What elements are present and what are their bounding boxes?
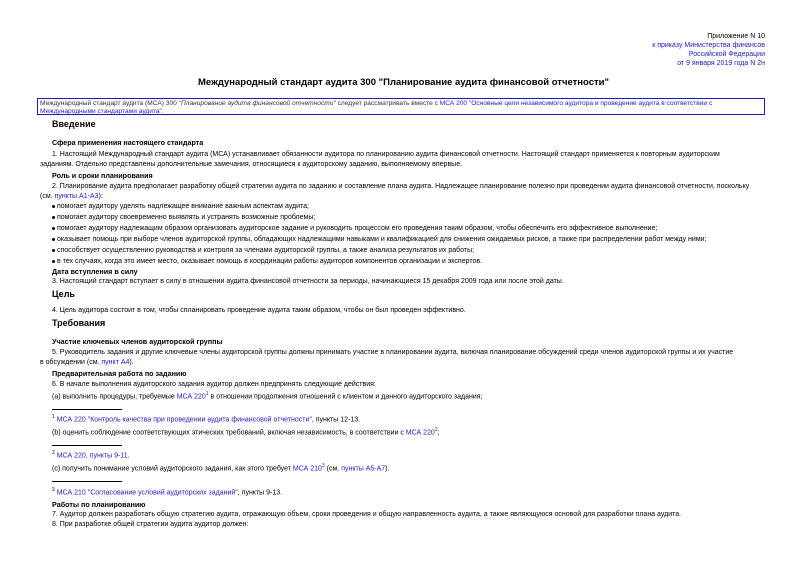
paragraph-2-line-1: 2. Планирование аудита предполагает разработку общей стратегии аудита по заданию и составление плана аудита. Надлежащее планирование полезно при проведении аудита финансовой отчетности, поскольку: [52, 183, 750, 190]
footnote-1: $^1$ МСА 220 "Контроль качества при проведении аудита финансовой отчетности", пункты 12-13.: [52, 414, 361, 424]
paragraph-6: 6. В начале выполнения аудиторского задания аудитор должен предпринять следующие действия:: [52, 381, 376, 388]
isa-220-link-2[interactable]: МСА 220: [405, 429, 435, 437]
note-text: Международный стандарт аудита (МСА) 300: [40, 100, 179, 107]
annex-line-1: Приложение N 10: [707, 33, 765, 40]
points-a5-a7-link[interactable]: пункты А5-А7: [341, 465, 386, 473]
paragraph-3: 3. Настоящий стандарт вступает в силу в отношении аудита финансовой отчетности за периоды, начинающиеся 15 декабря 2009 года или после этой даты.: [52, 278, 564, 285]
role-heading: Роль и сроки планирования: [52, 171, 153, 180]
paragraph-1-line-2: заданиям. Отдельно представлены дополнительные замечания, относящиеся к аудиторскому заданию, выполняемому впервые.: [40, 161, 463, 168]
annex-line-3[interactable]: Российской Федерации: [688, 51, 765, 58]
requirements-heading: Требования: [52, 318, 106, 328]
footnote-divider: [52, 445, 122, 446]
bullet-item: оказывает помощь при выборе членов аудиторской группы, обладающих надлежащими навыками и квалификацией для снижения ожидаемых рисков, а также при распределении работ между ними;: [52, 235, 707, 244]
planning-heading: Работы по планированию: [52, 500, 146, 509]
bullet-item: помогает аудитору надлежащим образом организовать аудиторское задание и руководить процессом его проведения таким образом, чтобы обеспечить его эффективное выполнение;: [52, 224, 657, 233]
footnote-divider: [52, 409, 122, 410]
footnote-3-ref[interactable]: 3: [321, 463, 325, 469]
note-end: .: [161, 107, 164, 115]
paragraph-2-line-2: (см. пункты А1-А3):: [40, 193, 103, 200]
intro-heading: Введение: [52, 119, 96, 129]
paragraph-4: 4. Цель аудитора состоит в том, чтобы спланировать проведение аудита таким образом, чтобы он был проведен эффективно.: [52, 307, 466, 314]
points-a1-a3-link[interactable]: пункты А1-А3: [54, 193, 99, 200]
note-box: [37, 98, 765, 115]
paragraph-1-line-1: 1. Настоящий Международный стандарт аудита (МСА) устанавливает обязанности аудитора по планированию аудита финансовой отчетности. Настоящий стандарт применяется к повторным аудиторским: [52, 151, 720, 158]
note-text-2: следует рассматривать вместе с: [335, 100, 440, 107]
bullet-item: помогает аудитору уделять надлежащее внимание важным аспектам аудита;: [52, 202, 309, 211]
team-heading: Участие ключевых членов аудиторской группы: [52, 337, 223, 346]
paragraph-6a: (a) выполнить процедуры, требуемые МСА $220^1$ в отношении продолжения отношений с клиентом и данного аудиторского задания;: [52, 391, 483, 401]
prelim-heading: Предварительная работа по заданию: [52, 369, 187, 378]
isa-200-link[interactable]: МСА 200 "Основные цели независимого аудитора и проведение аудита в соответствии с Международными стандартами аудита": [40, 100, 713, 115]
effective-date-heading: Дата вступления в силу: [52, 267, 138, 276]
document-title: Международный стандарт аудита 300 "Планирование аудита финансовой отчетности": [198, 77, 609, 88]
footnote-2: $^2$ МСА 220, пункты 9-11.: [52, 450, 130, 460]
bullet-item: помогает аудитору своевременно выявлять и устранять возможные проблемы;: [52, 213, 315, 222]
annex-line-4[interactable]: от 9 января 2019 года N 2н: [677, 60, 765, 67]
paragraph-8: 8. При разработке общей стратегии аудита аудитор должен:: [52, 521, 249, 528]
isa-220-link[interactable]: МСА 220: [176, 393, 206, 401]
bullet-item: способствует осуществлению руководства и контроля за членами аудиторской группы, а также анализа результатов их работы;: [52, 246, 474, 255]
point-a4-link[interactable]: пункт А4: [101, 359, 130, 366]
objective-heading: Цель: [52, 289, 75, 299]
isa-210-title-link[interactable]: МСА 210 "Согласование условий аудиторских заданий": [56, 489, 238, 497]
footnote-divider: [52, 481, 122, 482]
paragraph-6c: (c) получить понимание условий аудиторского задания, как этого требует МСА $210^3$ (см. пункты А5-А7).: [52, 463, 390, 473]
footnote-3: $^3$ МСА 210 "Согласование условий аудиторских заданий", пункты 9-13.: [52, 487, 283, 497]
isa-210-link[interactable]: МСА 210: [292, 465, 322, 473]
annex-line-2[interactable]: к приказу Министерства финансов: [652, 42, 765, 49]
isa-220-points-link[interactable]: МСА 220, пункты 9-11: [56, 452, 128, 460]
note-title-italic: "Планирование аудита финансовой отчетности": [178, 100, 336, 107]
scope-heading: Сфера применения настоящего стандарта: [52, 138, 204, 147]
paragraph-5-line-2: в обсуждении (см. пункт А4).: [40, 359, 134, 366]
paragraph-5-line-1: 5. Руководитель задания и другие ключевые члены аудиторской группы должны принимать участие в планировании аудита, включая планирование обсуждений среди членов аудиторской группы и их участие: [52, 349, 734, 356]
paragraph-7: 7. Аудитор должен разработать общую стратегию аудита, отражающую объем, сроки проведения и общую направленность аудита, а также являющуюся основой для разработки плана аудита.: [52, 511, 682, 518]
isa-220-title-link[interactable]: МСА 220 "Контроль качества при проведении аудита финансовой отчетности": [56, 416, 312, 424]
paragraph-6b: (b) оценить соблюдение соответствующих этических требований, включая независимость, в соответствии с МСА $220^2$;: [52, 427, 440, 437]
footnote-2-ref[interactable]: 2: [434, 427, 438, 433]
bullet-item: в тех случаях, когда это имеет место, оказывает помощь в координации работы аудиторов компонентов организации и экспертов.: [52, 257, 482, 266]
footnote-1-ref[interactable]: 1: [205, 391, 209, 397]
